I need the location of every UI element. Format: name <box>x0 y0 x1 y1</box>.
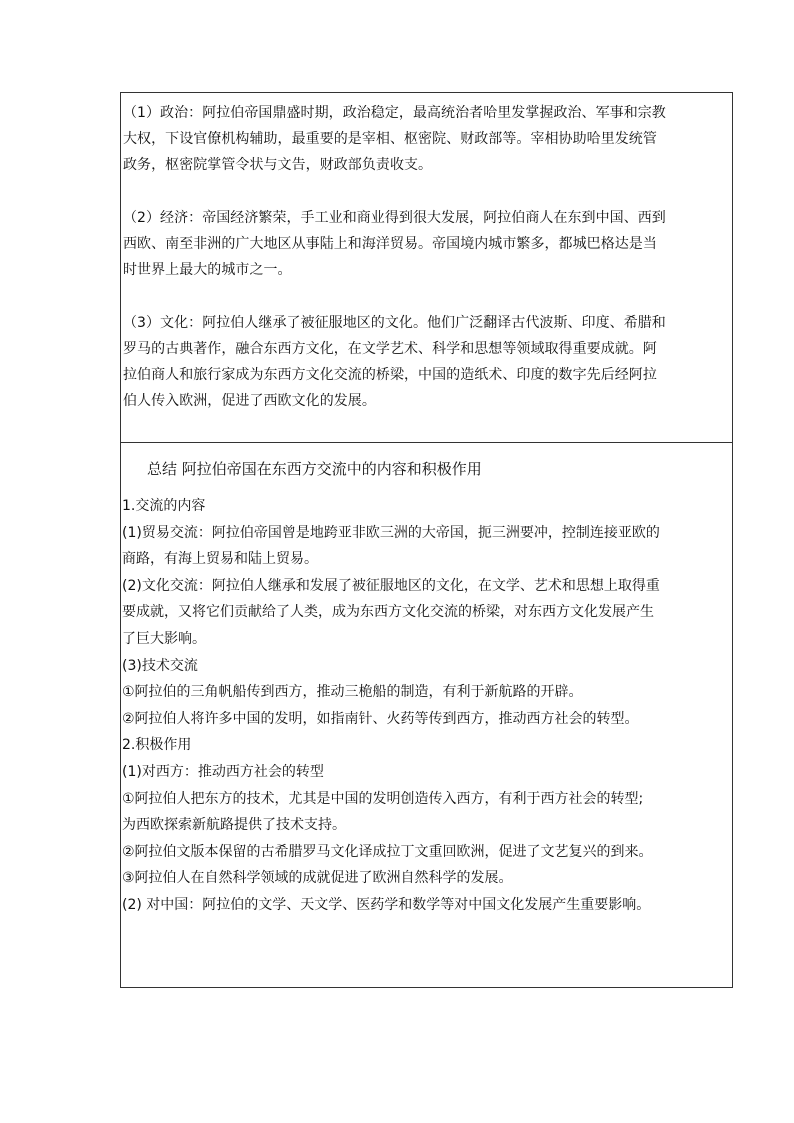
summary-body <box>121 493 732 919</box>
text-line: 西欧、南至非洲的广大地区从事陆上和海洋贸易。帝国境内城市繁多，都城巴格达是当 <box>123 236 657 252</box>
summary-line: 1.交流的内容 <box>122 498 206 514</box>
text-line: （3）文化：阿拉伯人继承了被征服地区的文化。他们广泛翻译古代波斯、印度、希腊和 <box>123 315 666 331</box>
text-line: （2）经济：帝国经济繁荣，手工业和商业得到很大发展，阿拉伯商人在东到中国、西到 <box>123 210 666 226</box>
text-line: 时世界上最大的城市之一。 <box>123 262 292 278</box>
summary-heading: 总结 阿拉伯帝国在东西方交流中的内容和积极作用 <box>147 460 482 478</box>
culture-paragraph <box>123 310 730 414</box>
summary-line: (3)技术交流 <box>122 657 198 674</box>
politics-paragraph <box>123 100 730 178</box>
summary-line: ②阿拉伯文版本保留的古希腊罗马文化译成拉丁文重回欧洲，促进了文艺复兴的到来。 <box>122 843 653 860</box>
summary-line: (2) 对中国：阿拉伯的文学、天文学、医药学和数学等对中国文化发展产生重要影响。 <box>122 896 651 913</box>
summary-line: (1)对西方：推动西方社会的转型 <box>122 763 324 780</box>
text-line: 大权，下设官僚机构辅助，最重要的是宰相、枢密院、财政部等。宰相协助哈里发统管 <box>123 131 657 147</box>
summary-line: ②阿拉伯人将许多中国的发明，如指南针、火药等传到西方，推动西方社会的转型。 <box>122 710 639 727</box>
text-line: 罗马的古典著作，融合东西方文化，在文学艺术、科学和思想等领域取得重要成就。阿 <box>123 341 657 357</box>
summary-line: ③阿拉伯人在自然科学领域的成就促进了欧洲自然科学的发展。 <box>122 870 513 887</box>
content-table <box>120 92 733 988</box>
summary-line: 为西欧探索新航路提供了技术支持。 <box>122 817 346 834</box>
summary-line: ①阿拉伯的三角帆船传到西方，推动三桅船的制造，有利于新航路的开辟。 <box>122 684 583 701</box>
summary-line: 商路，有海上贸易和陆上贸易。 <box>122 551 318 568</box>
text-line: 伯人传入欧洲，促进了西欧文化的发展。 <box>123 393 376 409</box>
summary-line: (2)文化交流：阿拉伯人继承和发展了被征服地区的文化，在文学、艺术和思想上取得重 <box>122 577 660 594</box>
row-divider <box>121 442 732 443</box>
text-line: 拉伯商人和旅行家成为东西方文化交流的桥梁，中国的造纸术、印度的数字先后经阿拉 <box>123 367 657 383</box>
summary-line: 要成就，又将它们贡献给了人类，成为东西方文化交流的桥梁，对东西方文化发展产生 <box>122 604 654 621</box>
summary-line: (1)贸易交流：阿拉伯帝国曾是地跨亚非欧三洲的大帝国，扼三洲要冲，控制连接亚欧的 <box>122 524 660 541</box>
economy-paragraph <box>123 205 730 283</box>
text-line: 政务，枢密院掌管令状与文告，财政部负责收支。 <box>123 157 433 173</box>
summary-line: 了巨大影响。 <box>122 630 206 647</box>
summary-line: 2.积极作用 <box>122 737 192 754</box>
summary-line: ①阿拉伯人把东方的技术，尤其是中国的发明创造传入西方，有利于西方社会的转型; <box>122 790 644 807</box>
text-line: （1）政治：阿拉伯帝国鼎盛时期，政治稳定，最高统治者哈里发掌握政治、军事和宗教 <box>123 105 666 121</box>
